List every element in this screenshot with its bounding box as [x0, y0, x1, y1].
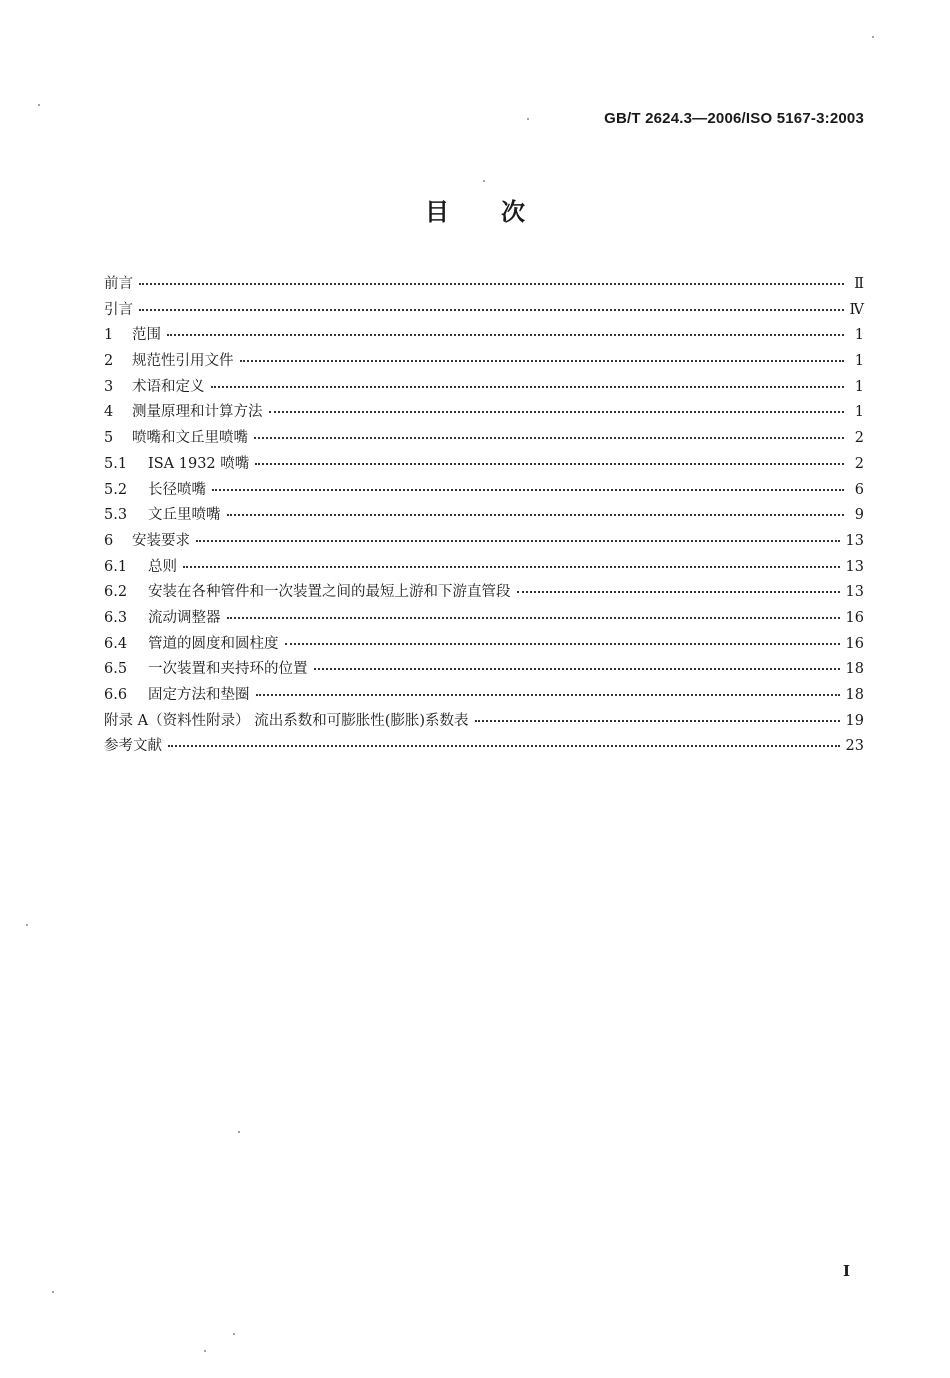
toc-entry-page: 9	[854, 507, 864, 524]
toc-entry-6-5[interactable]	[104, 657, 864, 683]
toc-entry-introduction[interactable]	[104, 298, 864, 324]
toc-entry-number: 5	[104, 430, 114, 447]
dot-leader	[227, 505, 845, 520]
dot-leader	[167, 325, 844, 340]
toc-entry-label: 长径喷嘴	[148, 481, 206, 498]
toc-entry-label: 规范性引用文件	[132, 353, 234, 370]
toc-entry-number: 6.4	[104, 635, 128, 652]
dot-leader	[475, 710, 840, 725]
toc-entry-label: 范围	[132, 327, 161, 344]
page-number: I	[843, 1262, 851, 1280]
dot-leader	[254, 428, 844, 443]
toc-entry-6-1[interactable]	[104, 555, 864, 581]
toc-entry-label: ISA 1932 喷嘴	[148, 455, 250, 472]
toc-entry-page: 2	[854, 430, 864, 447]
dot-leader	[196, 530, 840, 545]
toc-entry-page: 1	[854, 327, 864, 344]
toc-entry-page: 16	[845, 635, 864, 652]
toc-entry-label: 固定方法和垫圈	[148, 687, 250, 703]
scan-speck	[233, 1333, 235, 1335]
toc-entry-6-3[interactable]	[104, 606, 864, 632]
toc-entry-6-4[interactable]	[104, 632, 864, 658]
toc-entry-label: 前言	[104, 276, 133, 292]
scan-speck	[26, 924, 28, 926]
toc-entry-page: 1	[854, 378, 864, 395]
scan-speck	[52, 1291, 54, 1293]
toc-entry-6-2[interactable]	[104, 580, 864, 606]
scan-speck	[483, 180, 485, 182]
dot-leader	[227, 607, 840, 622]
standard-code: GB/T 2624.3—2006/ISO 5167-3:2003	[604, 110, 864, 127]
toc-entry-page: 2	[854, 455, 864, 472]
toc-entry-label: 管道的圆度和圆柱度	[148, 635, 279, 652]
toc-entry-5[interactable]	[104, 426, 864, 452]
toc-entry-number: 5.1	[104, 455, 128, 472]
dot-leader	[240, 351, 845, 366]
toc-entry-label: 附录 A（资料性附录） 流出系数和可膨胀性(膨胀)系数表	[104, 712, 469, 729]
dot-leader	[139, 299, 844, 314]
toc-entry-page: 13	[845, 532, 864, 549]
toc-entry-annex-a[interactable]	[104, 709, 864, 735]
toc-entry-number: 3	[104, 378, 114, 395]
toc-entry-label: 安装在各种管件和一次装置之间的最短上游和下游直管段	[148, 584, 511, 601]
toc-entry-page: Ⅳ	[849, 301, 864, 318]
scan-speck	[872, 36, 874, 38]
dot-leader	[211, 376, 845, 391]
toc-entry-label: 参考文献	[104, 738, 162, 755]
dot-leader	[212, 479, 844, 494]
toc-entry-page: 13	[845, 584, 864, 601]
toc-entry-page: 18	[845, 661, 864, 678]
toc-entry-page: 13	[845, 558, 864, 575]
toc-entry-3[interactable]	[104, 375, 864, 401]
toc-entry-5-1[interactable]	[104, 452, 864, 478]
toc-entry-label: 总则	[148, 558, 177, 575]
toc-entry-6[interactable]	[104, 529, 864, 555]
toc-entry-number: 6.2	[104, 584, 128, 601]
toc-entry-number: 5.3	[104, 507, 128, 524]
toc-entry-foreword[interactable]	[104, 272, 864, 298]
dot-leader	[183, 556, 840, 571]
toc-entry-bibliography[interactable]	[104, 734, 864, 760]
dot-leader	[517, 582, 840, 597]
table-of-contents	[104, 272, 864, 760]
scan-speck	[38, 104, 40, 106]
dot-leader	[314, 659, 840, 674]
toc-entry-label: 测量原理和计算方法	[132, 404, 263, 421]
dot-leader	[255, 453, 844, 468]
toc-entry-5-3[interactable]	[104, 503, 864, 529]
scan-speck	[238, 1131, 240, 1133]
toc-entry-label: 流动调整器	[148, 609, 221, 626]
toc-entry-label: 文丘里喷嘴	[148, 507, 221, 524]
toc-entry-5-2[interactable]	[104, 478, 864, 504]
dot-leader	[256, 685, 840, 700]
toc-entry-page: 19	[845, 712, 864, 729]
toc-entry-page: 6	[854, 481, 864, 498]
toc-entry-4[interactable]	[104, 400, 864, 426]
toc-entry-number: 6.3	[104, 609, 128, 626]
toc-entry-label: 一次装置和夹持环的位置	[148, 661, 308, 678]
dot-leader	[139, 274, 844, 289]
toc-title: 目次	[425, 198, 577, 226]
toc-entry-2[interactable]	[104, 349, 864, 375]
toc-entry-number: 4	[104, 404, 114, 421]
toc-entry-page: 16	[845, 609, 864, 626]
scan-speck	[204, 1350, 206, 1352]
toc-entry-page: 1	[854, 353, 864, 370]
toc-entry-number: 1	[104, 327, 114, 344]
toc-entry-6-6[interactable]	[104, 683, 864, 709]
toc-entry-number: 5.2	[104, 481, 128, 498]
dot-leader	[168, 736, 840, 751]
toc-entry-page: 23	[845, 738, 864, 755]
toc-entry-number: 6.1	[104, 558, 128, 575]
toc-entry-1[interactable]	[104, 323, 864, 349]
toc-entry-number: 6.5	[104, 661, 128, 678]
toc-entry-label: 引言	[104, 301, 133, 318]
dot-leader	[285, 633, 840, 648]
toc-entry-label: 喷嘴和文丘里喷嘴	[132, 430, 248, 447]
toc-entry-page: 18	[845, 687, 864, 703]
scan-speck	[527, 118, 529, 120]
toc-entry-page: 1	[854, 404, 864, 421]
toc-entry-label: 安装要求	[132, 532, 190, 549]
toc-entry-number: 6.6	[104, 687, 128, 703]
toc-entry-number: 2	[104, 353, 114, 370]
toc-entry-number: 6	[104, 532, 114, 549]
toc-entry-page: Ⅱ	[854, 276, 864, 292]
toc-entry-label: 术语和定义	[132, 378, 205, 395]
dot-leader	[269, 402, 845, 417]
